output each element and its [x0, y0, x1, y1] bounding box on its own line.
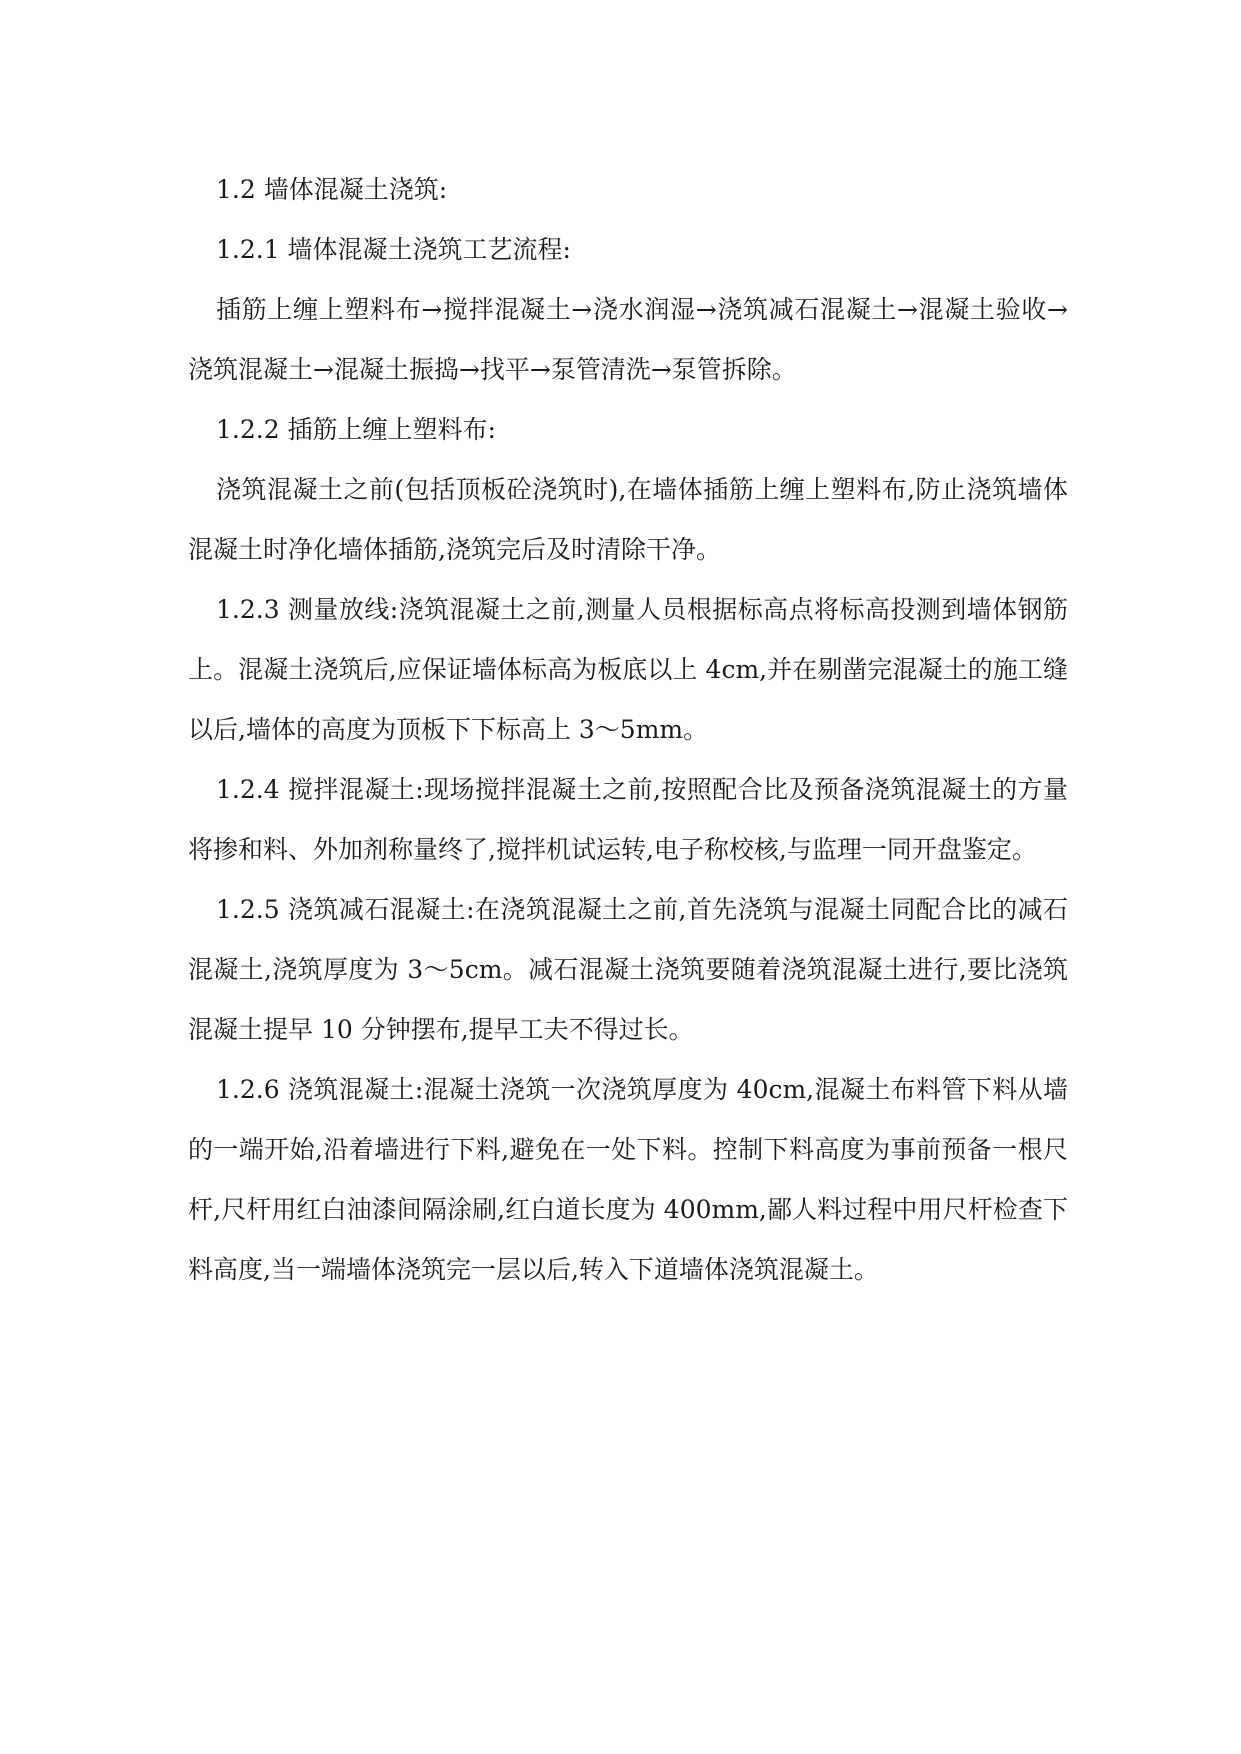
section-heading-1-2-2: 1.2.2 插筋上缠上塑料布:	[216, 415, 496, 444]
section-1-2-4-paragraph: 1.2.4 搅拌混凝土:现场搅拌混凝土之前,按照配合比及预备浇筑混凝土的方量将掺和料、外加剂称量终了,搅拌机试运转,电子称校核,与监理一同开盘鉴定。	[188, 775, 1068, 864]
section-heading-1-2: 1.2 墙体混凝土浇筑:	[216, 175, 448, 204]
section-1-2-6-paragraph: 1.2.6 浇筑混凝土:混凝土浇筑一次浇筑厚度为 40cm,混凝土布料管下料从墙的一端开始,沿着墙进行下料,避免在一处下料。控制下料高度为事前预备一根尺杆,尺杆用红白油漆间隔涂刷,红白道长度为 400mm,鄙人料过程中用尺杆检查下料高度,当一端墙体浇筑完一层以后,转入下道墙体浇筑混凝土。	[188, 1075, 1068, 1284]
section-heading-1-2-1: 1.2.1 墙体混凝土浇筑工艺流程:	[216, 235, 571, 264]
section-1-2-3-paragraph: 1.2.3 测量放线:浇筑混凝土之前,测量人员根据标高点将标高投测到墙体钢筋上。混凝土浇筑后,应保证墙体标高为板底以上 4cm,并在剔凿完混凝土的施工缝以后,墙体的高度为顶板下下标高上 3～5mm。	[188, 595, 1068, 744]
process-flow-paragraph: 插筋上缠上塑料布→搅拌混凝土→浇水润湿→浇筑减石混凝土→混凝土验收→浇筑混凝土→混凝土振捣→找平→泵管清洗→泵管拆除。	[188, 295, 1068, 384]
plastic-wrap-paragraph: 浇筑混凝土之前(包括顶板砼浇筑时),在墙体插筋上缠上塑料布,防止浇筑墙体混凝土时净化墙体插筋,浇筑完后及时清除干净。	[188, 475, 1068, 564]
document-body	[188, 160, 1068, 1300]
section-1-2-5-paragraph: 1.2.5 浇筑减石混凝土:在浇筑混凝土之前,首先浇筑与混凝土同配合比的减石混凝土,浇筑厚度为 3～5cm。减石混凝土浇筑要随着浇筑混凝土进行,要比浇筑混凝土提早 10 分钟摆布,提早工夫不得过长。	[188, 895, 1068, 1044]
